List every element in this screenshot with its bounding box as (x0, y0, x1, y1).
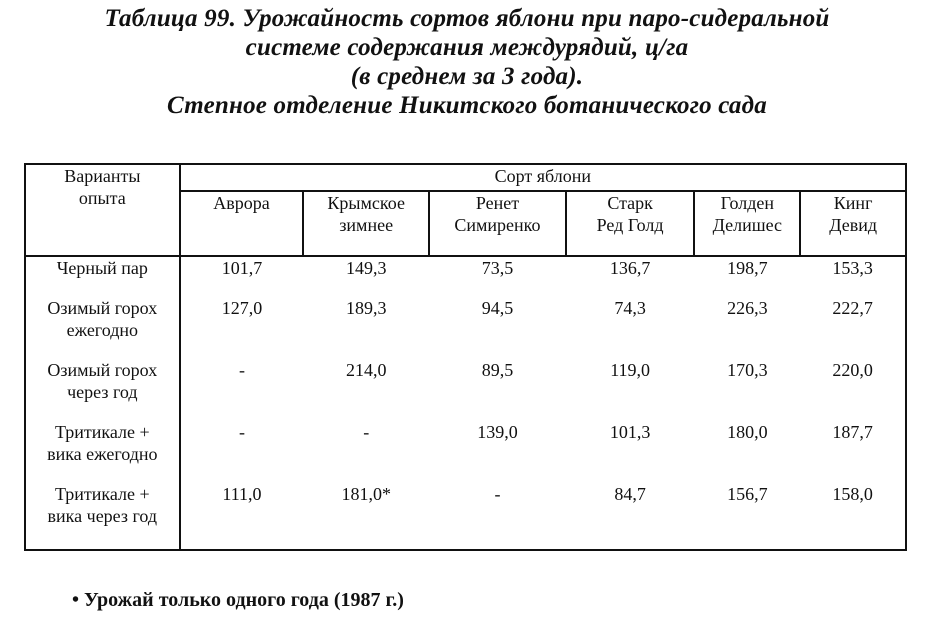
table-row (25, 421, 906, 483)
value-cell: 139,0 (477, 422, 518, 442)
value-cell: 111,0 (222, 484, 262, 504)
value-cell: 222,7 (832, 298, 873, 318)
value-cell: 149,3 (345, 258, 387, 278)
table-row (25, 297, 906, 359)
table-row (25, 256, 906, 297)
value-cell: 187,7 (832, 422, 873, 442)
value-cell: - (363, 422, 370, 442)
variant-cell: Озимый горох через год (25, 359, 180, 421)
variant-cell: Тритикале + вика через год (25, 483, 180, 550)
value-cell: 84,7 (614, 484, 646, 504)
value-cell: 119,0 (610, 360, 651, 380)
variant-cell: Черный пар (25, 256, 180, 297)
value-cell: 170,3 (727, 360, 768, 380)
value-cell: 89,5 (481, 360, 514, 380)
table-row (25, 359, 906, 421)
value-cell: 198,7 (727, 258, 768, 278)
value-cell: 226,3 (727, 298, 768, 318)
value-cell: 101,7 (221, 258, 263, 278)
column-header: Голден Делишес (694, 191, 800, 256)
title-line-3: (в среднем за 3 года). (350, 63, 584, 90)
column-header: Крымское зимнее (303, 191, 429, 256)
column-header: Аврора (180, 191, 304, 256)
value-cell: 214,0 (345, 360, 387, 380)
footnote: • Урожай только одного года (1987 г.) (72, 589, 404, 611)
value-cell: 136,7 (609, 258, 651, 278)
value-cell: - (494, 484, 501, 504)
apple-variety-header: Сорт яблони (180, 164, 906, 191)
title-line-4: Степное отделение Никитского ботанического сада (167, 92, 767, 119)
variant-cell: Тритикале + вика ежегодно (25, 421, 180, 483)
value-cell: 156,7 (727, 484, 768, 504)
value-cell: 189,3 (345, 298, 387, 318)
column-header: Кинг Девид (800, 191, 906, 256)
column-header: Старк Ред Голд (566, 191, 695, 256)
title-line-2: системе содержания междурядий, ц/га (245, 34, 689, 61)
value-cell: 153,3 (832, 258, 873, 278)
table-title (0, 4, 934, 120)
value-cell: 220,0 (832, 360, 873, 380)
value-cell: 73,5 (481, 258, 514, 278)
value-cell: 74,3 (614, 298, 646, 318)
title-line-1: Таблица 99. Урожайность сортов яблони при паро-сидеральной (104, 5, 830, 32)
value-cell: 158,0 (832, 484, 873, 504)
value-cell: 94,5 (481, 298, 514, 318)
column-header: Ренет Симиренко (429, 191, 566, 256)
variant-cell: Озимый горох ежегодно (25, 297, 180, 359)
variant-header: Варианты опыта (25, 164, 180, 256)
value-cell: 101,3 (609, 422, 651, 442)
value-cell: - (238, 422, 245, 442)
yield-table (24, 163, 907, 551)
table-row (25, 483, 906, 550)
value-cell: - (238, 360, 245, 380)
value-cell: 181,0* (341, 484, 391, 504)
value-cell: 127,0 (221, 298, 263, 318)
value-cell: 180,0 (727, 422, 768, 442)
